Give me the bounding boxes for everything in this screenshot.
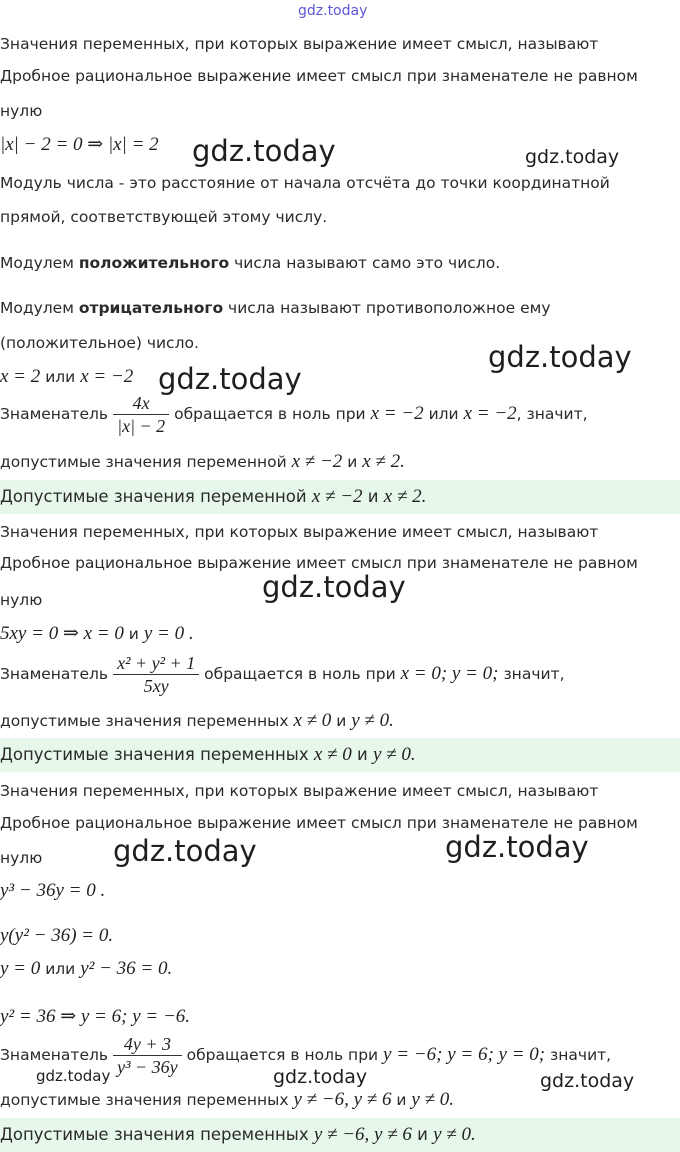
watermark: gdz.today [36, 1067, 111, 1085]
watermark: gdz.today [273, 1066, 368, 1088]
definition-line: Дробное рациональное выражение имеет смысл при знаменателе не равном [0, 554, 638, 572]
fraction: $\frac{\text{x² + y² + 1}}{5xy}$ [113, 652, 199, 697]
watermark: gdz.today [540, 1070, 635, 1092]
watermark: gdz.today [192, 134, 336, 168]
watermark: gdz.today [158, 362, 302, 396]
watermark: gdz.today [445, 830, 589, 864]
definition-line: Дробное рациональное выражение имеет смысл при знаменателе не равном [0, 67, 638, 85]
negative-rule: (положительное) число. [0, 334, 199, 352]
equation: y² = 36 ⇒ y = 6; y = −6. [0, 1006, 191, 1027]
admissible-values: допустимые значения переменных y ≠ −6, y ≠ 6 и y ≠ 0. [0, 1089, 455, 1110]
watermark: gdz.today [488, 340, 632, 374]
equation: y³ − 36y = 0 . [0, 880, 106, 901]
fraction: $\frac{4y + 3}{\text{y³ − 36y}}$ [113, 1033, 182, 1078]
negative-rule: Модулем отрицательного числа называют противоположное ему [0, 299, 551, 317]
fraction: $\frac{4x}{|x| - 2}$ [113, 392, 169, 437]
definition-line: Значения переменных, при которых выражение имеет смысл, называют [0, 782, 599, 800]
positive-rule: Модулем положительного числа называют само это число. [0, 254, 501, 272]
definition-line: нулю [0, 849, 43, 867]
answer-line: Допустимые значения переменных x ≠ 0 и y ≠ 0. [0, 744, 416, 765]
watermark-top: gdz.today [298, 3, 368, 19]
definition-line: нулю [0, 102, 43, 120]
definition-line: Значения переменных, при которых выражение имеет смысл, называют [0, 35, 599, 53]
denominator-statement: Знаменатель $\frac{4y + 3}{\text{y³ − 36y}}$ обращается в ноль при y = −6; y = 6; y = 0; значит, [0, 1034, 612, 1077]
denominator-statement: Знаменатель $\frac{\text{x² + y² + 1}}{5xy}$ обращается в ноль при x = 0; y = 0; значит, [0, 653, 565, 696]
equation: |x| − 2 = 0 ⇒ |x| = 2 [0, 134, 159, 155]
admissible-values: допустимые значения переменной x ≠ −2 и x ≠ 2. [0, 451, 405, 472]
equation: y(y² − 36) = 0. [0, 925, 114, 946]
watermark: gdz.today [113, 834, 257, 868]
modulus-definition: прямой, соответствующей этому числу. [0, 208, 328, 226]
modulus-definition: Модуль числа - это расстояние от начала отсчёта до точки координатной [0, 174, 610, 192]
answer-line: Допустимые значения переменной x ≠ −2 и x ≠ 2. [0, 486, 427, 507]
watermark: gdz.today [525, 146, 620, 168]
admissible-values: допустимые значения переменных x ≠ 0 и y ≠ 0. [0, 710, 394, 731]
answer-line: Допустимые значения переменных y ≠ −6, y ≠ 6 и y ≠ 0. [0, 1124, 476, 1145]
equation: x = 2 или x = −2 [0, 366, 134, 387]
watermark: gdz.today [262, 570, 406, 604]
definition-line: нулю [0, 591, 43, 609]
equation: y = 0 или y² − 36 = 0. [0, 958, 173, 979]
definition-line: Дробное рациональное выражение имеет смысл при знаменателе не равном [0, 814, 638, 832]
denominator-statement: Знаменатель $\frac{4x}{|x| - 2}$ обращается в ноль при x = −2 или x = −2, значит, [0, 393, 588, 436]
equation: 5xy = 0 ⇒ x = 0 и y = 0 . [0, 623, 194, 644]
definition-line: Значения переменных, при которых выражение имеет смысл, называют [0, 523, 599, 541]
